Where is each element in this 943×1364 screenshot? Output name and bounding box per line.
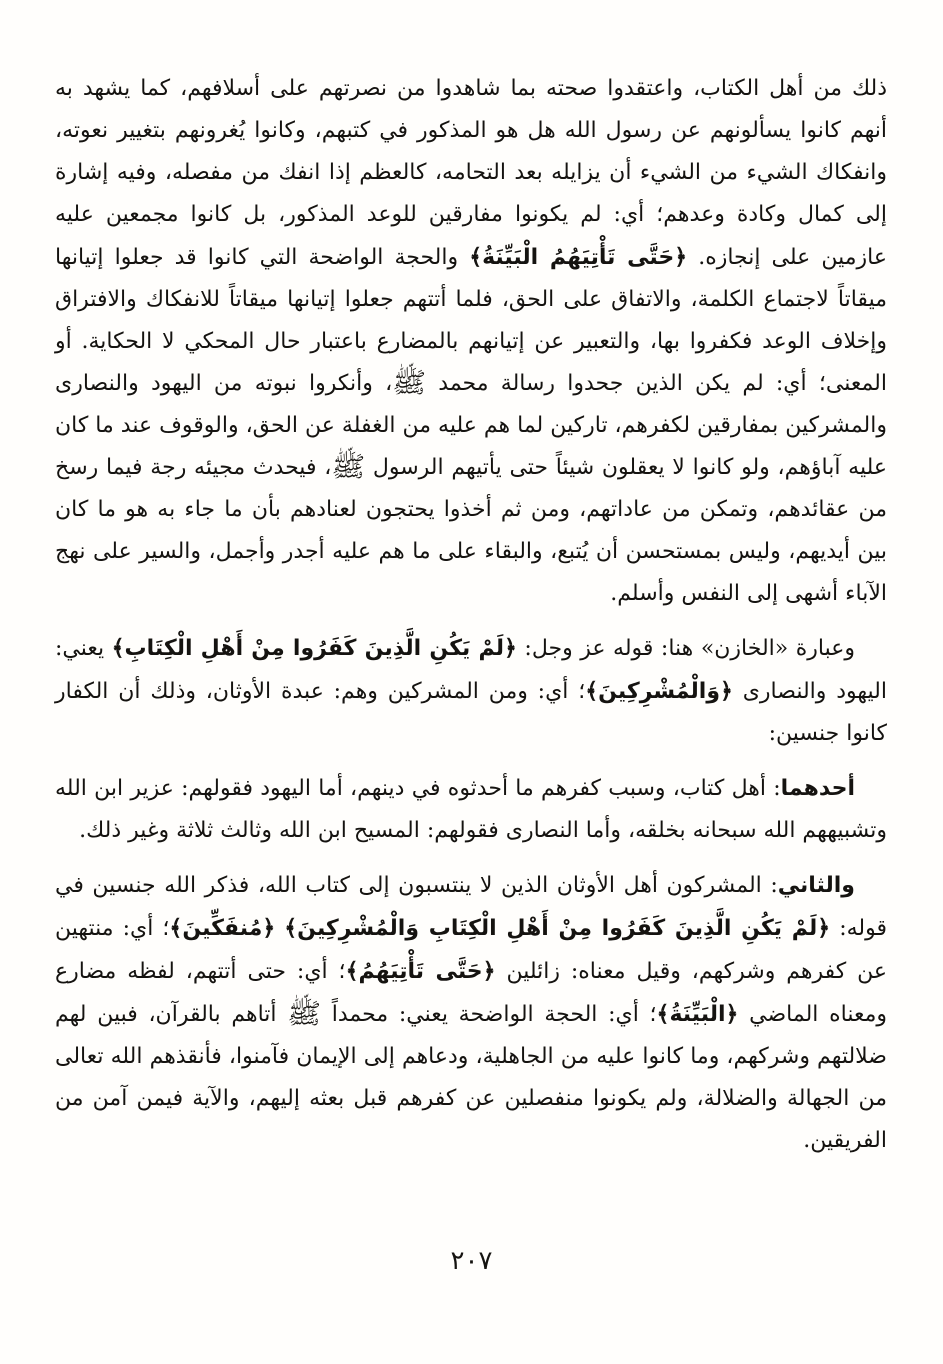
page-number: ٢٠٧ (450, 1246, 493, 1276)
quran-quote: ﴿لَمْ يَكُنِ الَّذِينَ كَفَرُوا مِنْ أَهْلِ الْكِتَابِ﴾ (111, 635, 517, 661)
body-text: ذلك من أهل الكتاب، واعتقدوا صحته بما شاهدوا من نصرتهم على أسلافهم، كما يشهد به أنهم كانوا يسألونهم عن رسول الله هل هو المذكور في كتبهم، وكانوا يُغرونهم بتغيير نعوته، وانفكاك الشيء من الشيء أن يزايله بعد التحامه، كالعظم إذا انفك من مفصله، وفيه إشارة إلى كمال وكادة وعدهم؛ أي: لم يكونوا مفارقين للوعد المذكور، بل كانوا مجمعين عليه عازمين على إنجازه. (55, 76, 887, 270)
page-text-block (55, 68, 887, 1162)
body-text: ؛ أي: منتهين عن كفرهم وشركهم، وقيل معناه: زائلين (55, 916, 887, 984)
pbuh-honorific-icon: ﷺ (287, 997, 322, 1030)
quran-quote: ﴿حَتَّى تَأْتِيَهُمُ﴾ (345, 958, 496, 984)
bold-lead-word: أحدهما (780, 775, 855, 801)
paragraph-first-kind (55, 767, 887, 852)
paragraph-continuation (55, 68, 887, 615)
body-text: : أهل كتاب، وسبب كفرهم ما أحدثوه في دينهم، أما اليهود فقولهم: عزير ابن الله وتشبيههم الله سبحانه بخلقه، وأما النصارى فقولهم: المسيح ابن الله وثالث ثلاثة وغير ذلك. (55, 776, 887, 843)
body-text: وعبارة «الخازن» هنا: قوله عز وجل: (516, 636, 856, 661)
body-text: ، فيحدث مجيئه رجة فيما رسخ من عقائدهم، وتمكن من عاداتهم، ومن ثم أخذوا يحتجون لعنادهم بأن ما جاء به هو ما كان بين أيديهم، وليس بمستحسن أن يُتبع، والبقاء على ما هم عليه أجدر وأجمل، والسير على نهج الآباء أشهى إلى النفس وأسلم. (55, 455, 887, 606)
bold-lead-word: والثاني (777, 872, 855, 898)
quran-quote: ﴿لَمْ يَكُنِ الَّذِينَ كَفَرُوا مِنْ أَهْلِ الْكِتَابِ وَالْمُشْرِكِينَ﴾ (284, 915, 831, 941)
quran-quote: ﴿وَالْمُشْرِكِينَ﴾ (585, 678, 733, 704)
body-text: ؛ أي: الحجة الواضحة يعني: محمداً (321, 1002, 657, 1027)
body-text: أتاهم بالقرآن، فبين لهم ضلالتهم وشركهم، وما كانوا عليه من الجاهلية، ودعاهم إلى الإيمان فآمنوا، فأنقذهم الله تعالى من الجهالة والضلالة، ولم يكونوا منفصلين عن كفرهم قبل بعثه إليهم، والآية فيمن آمن من الفريقين. (55, 1002, 887, 1153)
pbuh-honorific-icon: ﷺ (392, 366, 427, 399)
quran-quote: ﴿الْبَيِّنَةُ﴾ (656, 1001, 739, 1027)
body-text: ، وأنكروا نبوته من اليهود والنصارى والمشركين بمفارقين لكفرهم، تاركين لما هم عليه من الغفلة عن الحق، والوقوف عند ما كان عليه آباؤهم، ولو كانوا لا يعقلون شيئاً حتى يأتيهم الرسول (54, 371, 888, 480)
body-text: : المشركون أهل الأوثان الذين لا ينتسبون إلى كتاب الله، فذكر الله جنسين في قوله: (55, 873, 887, 941)
body-text: ؛ أي: حتى أتتهم، لفظه مضارع ومعناه الماضي (55, 959, 887, 1027)
body-text: والحجة الواضحة التي كانوا قد جعلوا إتيانها ميقاتاً لاجتماع الكلمة، والاتفاق على الحق، فلما أتتهم جعلوا إتيانها ميقاتاً للانفكاك والافتراق وإخلاف الوعد فكفروا بها، والتعبير عن إتيانهم بالمضارع باعتبار حال المحكي لا الحكاية. أو المعنى؛ أي: لم يكن الذين جحدوا رسالة محمد (55, 245, 887, 396)
paragraph-khazin-quote (55, 627, 887, 755)
quran-quote: ﴿مُنفَكِّينَ﴾ (169, 915, 276, 941)
body-text: يعني: اليهود والنصارى (55, 636, 887, 704)
body-text (275, 916, 284, 941)
paragraph-second-kind (55, 864, 887, 1162)
quran-quote: ﴿حَتَّى تَأْتِيَهُمُ الْبَيِّنَةُ﴾ (469, 244, 688, 270)
body-text: ؛ أي: ومن المشركين وهم: عبدة الأوثان، وذلك أن الكفار كانوا جنسين: (55, 679, 887, 746)
pbuh-honorific-icon: ﷺ (331, 450, 366, 483)
